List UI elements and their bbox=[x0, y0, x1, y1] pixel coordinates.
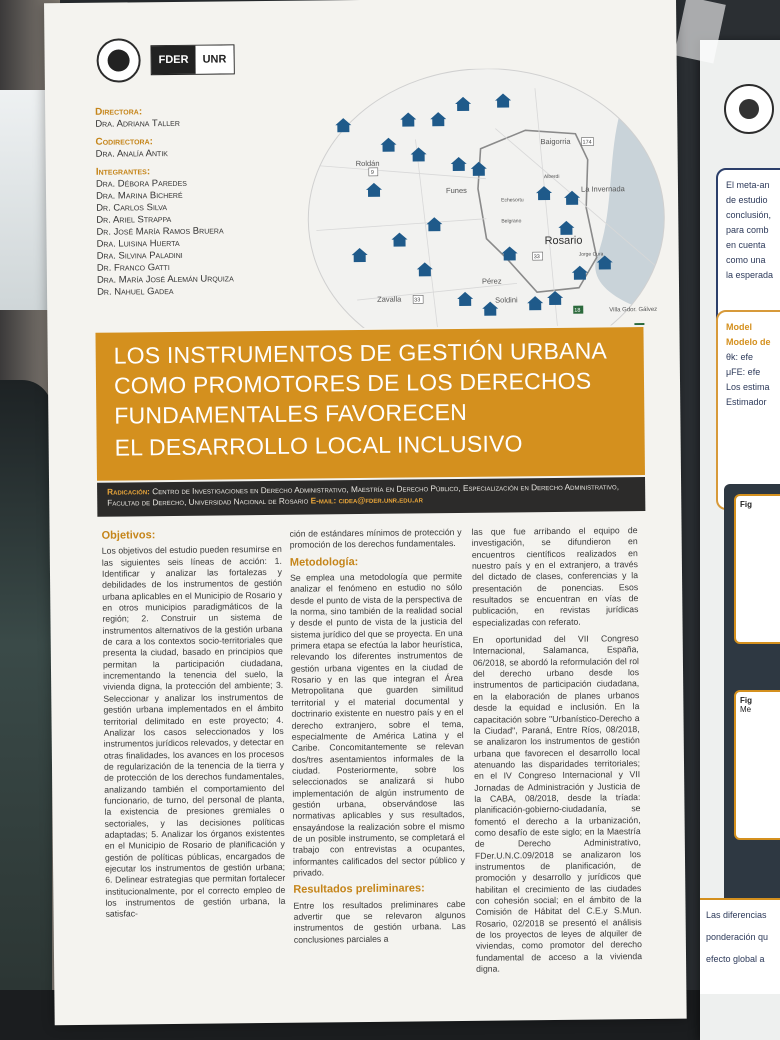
adjacent-bottom-box bbox=[700, 898, 780, 994]
section-heading: Objetivos: bbox=[101, 529, 156, 542]
credit-name: Dra. Débora Paredes bbox=[95, 177, 187, 190]
person-silhouette bbox=[0, 380, 52, 1040]
adjacent-text-line: μFE: efe bbox=[726, 367, 761, 377]
adjacent-text-line: Estimador bbox=[726, 397, 767, 407]
map-label-city: Rosario bbox=[544, 234, 583, 248]
title-line: LOS INSTRUMENTOS DE GESTIÓN URBANA bbox=[113, 337, 608, 369]
email-label: E-mail: bbox=[310, 495, 337, 506]
credit-name: Dr. Franco Gatti bbox=[96, 262, 170, 274]
road-number: 33 bbox=[414, 297, 421, 304]
map-label: Baigorria bbox=[540, 136, 571, 147]
radicacion-text: Centro de Investigaciones en Derecho Administrativo, Maestría en Derecho Público, Especialización en Derecho Administrativo, Facultad de Derecho, Universidad Nacional de Rosario bbox=[107, 481, 620, 508]
title-line: FUNDAMENTALES FAVORECEN bbox=[114, 398, 468, 429]
adjacent-text-line: Las diferencias bbox=[706, 910, 767, 920]
section-heading: Metodología: bbox=[289, 555, 359, 569]
section-text: Los objetivos del estudio pueden resumirse en las siguientes seis líneas de acción: 1. Identificar y analizar las fortalezas y debilidades de los instrumentos de gestión urbana aplicables en el Municipio de Rosario y en otros municipios paradigmáticos de la región; 2. Construir un sistema de instrumentos alternativos de la gestión urbana de cara a los contextos socio-territoriales que presenta la ciudad, basado en principios que permitan la participación ciudadana, incrementando la tenencia del suelo, la vivienda digna, la protección del ambiente; 3. Seleccionar y analizar los instrumentos de gestión urbana implementados en el ámbito territorial delimitado en este proyecto; 4. Analizar los casos seleccionados y los instrumentos jurídicos relevados, y detectar en otras finalidades, los avances en los procesos de regularización de la tenencia de la tierra y de protección de los derechos fundamentales, analizando también el comportamiento del funcionario, de turno, del personal de planta, la existencia de presiones gremiales o sectoriales, y las decisiones políticas adaptadas; 5. Analizar los órganos existentes en el Municipio de Rosario de planificación y gestión de políticas públicas, encargados de ejecutar los instrumentos de gestión urbana; 6. Delinear estrategias que permitan fortalecer institucionalmente, por el correcto empleo de los instrumentos de gestión urbana, la satisfac- bbox=[101, 544, 286, 920]
section-text: Se emplea una metodología que permite analizar el fenómeno en estudio no sólo desde el punto de vista de la perspectiva de la norma, sino también de la realidad social y desde el punto de vista de la justicia del sistema jurídico del que se proyecta. En una primera etapa se efectúa la labor heurística, relevando los diferentes instrumentos de gestión urbana vigentes en la ciudad de Rosario y en las que integran el Área Metropolitana que guarden similitud territorial y el material documental y doctrinario existente en nuestro país y en el derecho extranjero, sobre el tema, especialmente de América Latina y el Caribe. Concomitantemente se relevan dos/tres asentamientos informales de la ciudad. Posteriormente, sobre los seleccionados se analizará si hubo implementación de algún instrumento de gestión urbana, observándose las normativas aplicables y sus resultados, ensayándose la realización sobre el mismo de un posible instrumento, se completará el trabajo con entrevistas a ocupantes, informantes calificados del sector público y privado. bbox=[289, 570, 466, 878]
radicacion-band bbox=[97, 477, 645, 517]
adjacent-figure-2: Fig Me bbox=[734, 690, 780, 840]
map-label: Echesortu bbox=[501, 197, 524, 204]
map-label: Jorge Cura bbox=[578, 251, 604, 258]
section-text: las que fue arribando el equipo de investigación, se difundieron en encuentros científicos realizados en nuestro país y en el extranjero, a través del dictado de clases, conferencias y la presentación de ponencias. Esos resultados se encuentran en vías de publicación, en revistas jurídicas especializadas con referato. bbox=[471, 525, 639, 628]
credit-role: Integrantes: bbox=[95, 166, 151, 178]
adjacent-text-line: efecto global a bbox=[706, 954, 765, 964]
adjacent-figure-1: Fig bbox=[734, 494, 780, 644]
title-banner bbox=[95, 327, 645, 481]
credit-name: Dr. Ariel Strappa bbox=[96, 213, 172, 226]
credit-name: Dr. José María Ramos Bruera bbox=[96, 225, 224, 238]
window bbox=[0, 90, 48, 310]
adjacent-poster bbox=[700, 40, 780, 1040]
adjacent-intro-box bbox=[716, 168, 780, 328]
credit-name: Dra. Luisina Huerta bbox=[96, 237, 180, 250]
adjacent-text-line: para comb bbox=[726, 225, 769, 235]
adjacent-text-line: de estudio bbox=[726, 195, 768, 205]
adjacent-model-header: Model bbox=[726, 322, 752, 332]
research-poster bbox=[44, 0, 687, 1025]
rosario-map bbox=[295, 67, 670, 329]
map-label: Zavalla bbox=[377, 294, 402, 304]
map-label: Pérez bbox=[481, 276, 502, 286]
unr-logo-text: UNR bbox=[195, 45, 233, 73]
section-text: Entre los resultados preliminares cabe advertir que se relevaron algunos instrumentos de gestión urbana. Las conclusiones parciales a bbox=[293, 898, 466, 945]
credit-name: Dra. María José Alemán Urquiza bbox=[96, 273, 234, 286]
map-label: Villa Gdor. Gálvez bbox=[609, 306, 658, 314]
credit-role: Directora: bbox=[95, 106, 143, 118]
section-text: En oportunidad del VII Congreso Internacional, Salamanca, España, 06/2018, se abordó la reformulación del rol del derecho urbano desde los instrumentos de participación ciudadana, en la elaboración de planes urbanos desde la equidad e inclusión. En la capacitación sobre "Urbanístico-Derecho a la Ciudad", Paraná, Entre Ríos, 08/2018, se analizaron los instrumentos de gestión urbana que favorecen el desarrollo local atenuando las disparidades territoriales; en el IV Congreso Internacional y VII Jornadas de Administración y Justicia de la CABA, 08/2018, desde la tríada: planificación-gobierno-ciudadanía, se fomentó el derecho a la urbanización, como desafío de este siglo; en la Maestría de Derecho Administrativo, FDer.U.N.C.09/2018 se analizaron los instrumentos de planificación, de promoción y desarrollo y jurídicos que habilitan el crecimiento de las ciudades con cohesión social; en el ámbito de la Comisión de Hábitat del C.E.y S.Mun. Rosario, 02/2018 se presentó el análisis de los proyectos de leyes de alquiler de viviendas, como promotor del derecho fundamental de acceso a la vivienda digna. bbox=[472, 633, 643, 974]
column-objetivos bbox=[102, 529, 286, 927]
section-text: ción de estándares mínimos de protección y promoción de los derechos fundamentales. bbox=[289, 526, 462, 551]
road-number: 18 bbox=[574, 307, 581, 314]
house-icon bbox=[335, 118, 351, 132]
title-line: EL DESARROLLO LOCAL INCLUSIVO bbox=[114, 430, 523, 461]
road-number: 33 bbox=[533, 254, 540, 261]
adjacent-text-line: la esperada bbox=[726, 270, 774, 280]
email-address: cidea@fder.unr.edu.ar bbox=[338, 494, 423, 506]
map-label: Soldini bbox=[495, 295, 518, 305]
map-label: Roldán bbox=[355, 158, 380, 169]
adjacent-text-line: Modelo de bbox=[726, 337, 771, 347]
university-seal-icon bbox=[96, 38, 140, 82]
university-seal-icon bbox=[724, 84, 774, 134]
column-resultados bbox=[472, 525, 643, 981]
credit-name: Dra. Analía Antik bbox=[95, 148, 168, 160]
logo-group bbox=[96, 37, 234, 82]
adjacent-text-line: Los estima bbox=[726, 382, 770, 392]
radicacion-label: Radicación: bbox=[107, 486, 150, 497]
credit-name: Dra. Silvina Paladini bbox=[96, 249, 183, 262]
section-heading: Resultados preliminares: bbox=[293, 882, 425, 897]
map-label: Belgrano bbox=[501, 218, 522, 225]
column-metodologia bbox=[290, 527, 466, 952]
credit-role: Codirectora: bbox=[95, 136, 154, 148]
adjacent-text-line: ponderación qu bbox=[706, 932, 769, 942]
road-number: 9 bbox=[370, 169, 374, 176]
map-label: La Invernada bbox=[580, 184, 625, 194]
map-label: Funes bbox=[445, 185, 467, 196]
map-label: Alberdi bbox=[543, 173, 560, 181]
adjacent-text-line: como una bbox=[726, 255, 766, 265]
adjacent-text-line: El meta-an bbox=[726, 180, 770, 190]
title-line: COMO PROMOTORES DE LOS DERECHOS bbox=[113, 367, 592, 399]
adjacent-model-box bbox=[716, 310, 780, 510]
credit-name: Dr. Carlos Silva bbox=[96, 202, 168, 214]
credit-name: Dr. Nahuel Gadea bbox=[96, 285, 174, 298]
adjacent-figure-panel bbox=[724, 484, 780, 909]
faculty-logo bbox=[150, 44, 234, 75]
fder-logo-text: FDER bbox=[151, 46, 195, 74]
road-number: 174 bbox=[582, 139, 592, 146]
credit-name: Dra. Adriana Taller bbox=[95, 117, 180, 130]
adjacent-text-line: conclusión, bbox=[726, 210, 772, 220]
adjacent-text-line: θk: efe bbox=[726, 352, 754, 362]
credit-name: Dra. Marina Bicheré bbox=[95, 189, 183, 202]
adjacent-text-line: en cuenta bbox=[726, 240, 766, 250]
